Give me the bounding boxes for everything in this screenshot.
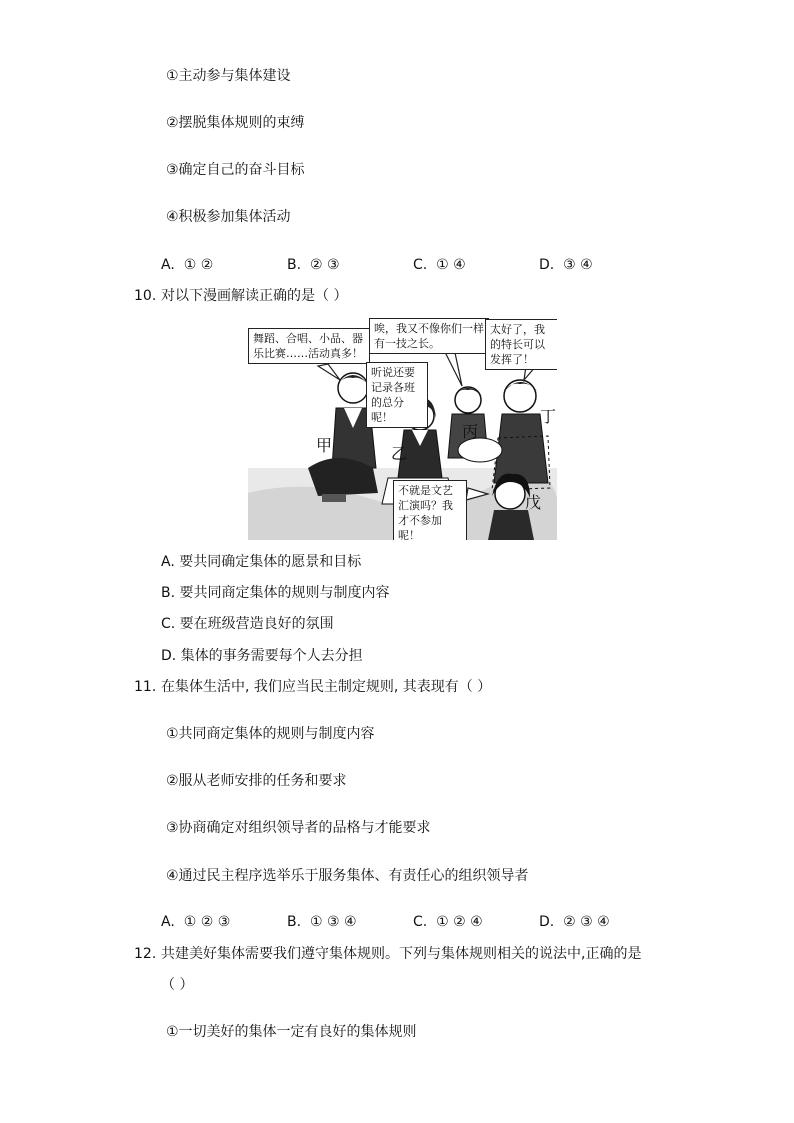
speech-bubble-ding: 太好了，我的特长可以发挥了！ xyxy=(485,319,557,370)
q11-item-3: ③协商确定对组织领导者的品格与才能要求 xyxy=(166,820,431,836)
speech-bubble-wu: 不就是文艺汇演吗？我才不参加呢！ xyxy=(393,480,467,540)
option-text: ① ④ xyxy=(436,257,466,273)
q11-option-d xyxy=(539,912,610,932)
q11-option-a xyxy=(161,912,230,932)
q9-item-4: ④积极参加集体活动 xyxy=(166,209,291,225)
q11-item-4: ④通过民主程序选举乐于服务集体、有责任心的组织领导者 xyxy=(166,868,529,884)
q10-choice-b: B. 要共同商定集体的规则与制度内容 xyxy=(161,585,390,601)
speech-bubble-yi: 听说还要记录各班的总分呢！ xyxy=(366,362,428,428)
q11-option-b xyxy=(287,912,357,932)
q12-stem: 共建美好集体需要我们遵守集体规则。下列与集体规则相关的说法中,正确的是 xyxy=(161,946,642,962)
q9-option-d xyxy=(539,255,593,275)
q12-item-1: ①一切美好的集体一定有良好的集体规则 xyxy=(166,1024,417,1040)
q11-item-1: ①共同商定集体的规则与制度内容 xyxy=(166,726,375,742)
q10-choice-a: A. 要共同确定集体的愿景和目标 xyxy=(161,554,362,570)
option-letter: C. xyxy=(413,914,428,930)
q10-number: 10. xyxy=(134,288,157,304)
bubble-pointer-jia xyxy=(318,364,340,380)
q9-item-3: ③确定自己的奋斗目标 xyxy=(166,162,305,178)
label-yi: 乙 xyxy=(391,444,408,463)
option-text: ① ② xyxy=(183,257,214,273)
q12-stem-continued: （ ） xyxy=(161,977,194,993)
option-text: ② ③ xyxy=(309,257,340,273)
q11-item-2: ②服从老师安排的任务和要求 xyxy=(166,773,347,789)
q9-option-b xyxy=(287,255,340,275)
q12-number: 12. xyxy=(134,946,157,962)
speech-bubble-jia: 舞蹈、合唱、小品、器乐比赛……活动真多！ xyxy=(248,328,370,364)
option-letter: D. xyxy=(539,914,555,930)
q11-number: 11. xyxy=(134,679,157,695)
q9-option-a xyxy=(161,255,213,275)
q9-item-1: ①主动参与集体建设 xyxy=(166,68,291,84)
option-letter: D. xyxy=(539,257,555,273)
q11-stem: 在集体生活中, 我们应当民主制定规则, 其表现有（ ） xyxy=(161,679,492,695)
q9-option-c xyxy=(413,255,466,275)
option-text: ① ② ③ xyxy=(183,914,231,930)
label-wu: 戊 xyxy=(525,493,542,512)
label-ding: 丁 xyxy=(540,407,557,426)
option-letter: B. xyxy=(287,914,302,930)
q9-item-2: ②摆脱集体规则的束缚 xyxy=(166,115,305,131)
option-letter: A. xyxy=(161,914,175,930)
label-bing: 丙 xyxy=(462,422,479,441)
label-jia: 甲 xyxy=(316,436,333,455)
q10-comic xyxy=(248,318,557,540)
option-text: ② ③ ④ xyxy=(563,914,610,930)
option-text: ① ③ ④ xyxy=(309,914,357,930)
option-letter: C. xyxy=(413,257,428,273)
option-letter: B. xyxy=(287,257,302,273)
q10-choice-d: D. 集体的事务需要每个人去分担 xyxy=(161,648,363,664)
q10-choice-c: C. 要在班级营造良好的氛围 xyxy=(161,616,334,632)
q10-stem: 对以下漫画解读正确的是（ ） xyxy=(161,288,348,304)
option-letter: A. xyxy=(161,257,175,273)
speech-bubble-bing: 唉，我又不像你们一样有一技之长。 xyxy=(369,318,489,354)
option-text: ① ② ④ xyxy=(436,914,483,930)
q11-option-c xyxy=(413,912,483,932)
option-text: ③ ④ xyxy=(563,257,593,273)
